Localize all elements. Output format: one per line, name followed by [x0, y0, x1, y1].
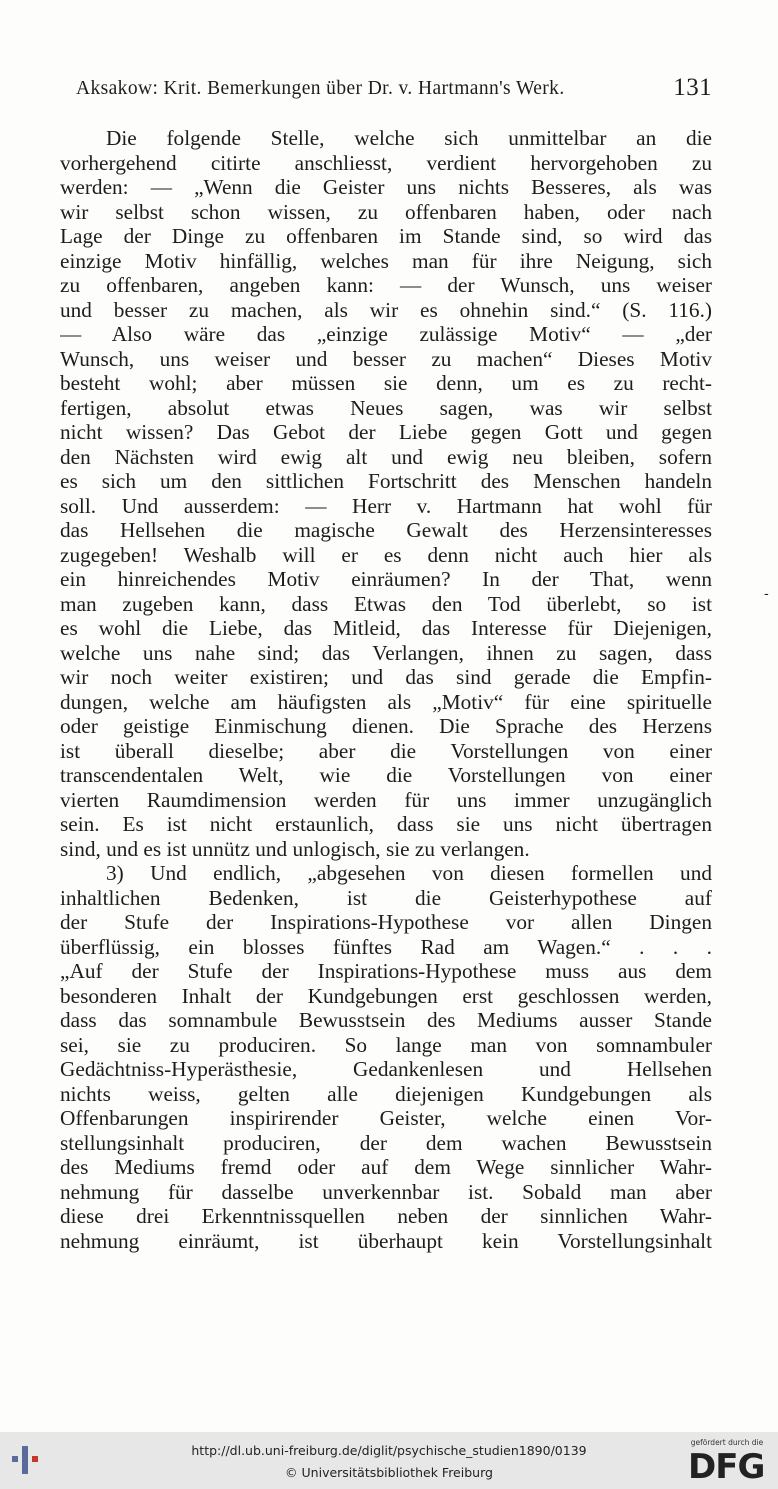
text-line: fertigen, absolut etwas Neues sagen, was wir selbst: [60, 395, 712, 420]
text-line: sind, und es ist unnütz und unlogisch, sie zu verlangen.: [60, 836, 530, 861]
viewer-footer: [0, 1432, 778, 1489]
text-line: dungen, welche am häufigsten als „Motiv“ für eine spirituelle: [60, 689, 712, 714]
text-line: stellungsinhalt produciren, der dem wachen Bewusstsein: [60, 1130, 712, 1155]
text-line: dass das somnambule Bewusstsein des Mediums ausser Stande: [60, 1008, 712, 1032]
text-line: sein. Es ist nicht erstaunlich, dass sie uns nicht übertragen: [60, 812, 712, 836]
text-line: — Also wäre das „einzige zulässige Motiv“ — „der: [60, 322, 712, 346]
dfg-funding-label: gefördert durch die: [690, 1438, 764, 1447]
text-line: wir noch weiter existiren; und das sind gerade die Empfin-: [60, 665, 712, 689]
text-line: wir selbst schon wissen, zu offenbaren haben, oder nach: [60, 199, 712, 224]
text-line: nehmung für dasselbe unverkennbar ist. Sobald man aber: [60, 1179, 712, 1204]
text-line: es wohl die Liebe, das Mitleid, das Interesse für Diejenigen,: [60, 616, 712, 640]
text-line: nicht wissen? Das Gebot der Liebe gegen Gott und gegen: [60, 420, 712, 444]
text-line: besonderen Inhalt der Kundgebungen erst geschlossen werden,: [60, 983, 712, 1008]
text-line: das Hellsehen die magische Gewalt des Herzensinteresses: [60, 518, 712, 542]
text-line: transcendentalen Welt, wie die Vorstellungen von einer: [60, 763, 712, 787]
dfg-logo[interactable]: [684, 1438, 770, 1487]
text-line: nichts weiss, gelten alle diejenigen Kundgebungen als: [60, 1081, 712, 1106]
text-line: des Mediums fremd oder auf dem Wege sinnlicher Wahr-: [60, 1155, 712, 1179]
text-line: der Stufe der Inspirations-Hypothese vor allen Dingen: [60, 910, 712, 934]
text-line: Lage der Dinge zu offenbaren im Stande sind, so wird das: [60, 224, 712, 248]
text-line: Die folgende Stelle, welche sich unmittelbar an die: [106, 126, 712, 150]
text-line: den Nächsten wird ewig alt und ewig neu bleiben, sofern: [60, 444, 712, 469]
text-line: ein hinreichendes Motiv einräumen? In der That, wenn: [60, 567, 712, 591]
running-title: Aksakow: Krit. Bemerkungen über Dr. v. Hartmann's Werk.: [76, 78, 565, 99]
text-line: „Auf der Stufe der Inspirations-Hypothese muss aus dem: [60, 959, 712, 983]
text-line: soll. Und ausserdem: — Herr v. Hartmann hat wohl für: [60, 493, 712, 518]
text-line: besteht wohl; aber müssen sie denn, um es zu recht-: [60, 371, 712, 395]
text-line: und besser zu machen, als wir es ohnehin sind.“ (S. 116.): [60, 297, 712, 322]
text-line: Wunsch, uns weiser und besser zu machen“ Dieses Motiv: [60, 346, 712, 371]
text-line: zu offenbaren, angeben kann: — der Wunsch, uns weiser: [60, 273, 712, 297]
text-line: Offenbarungen inspirirender Geister, welche einen Vor-: [60, 1106, 712, 1130]
copyright-text: © Universitätsbibliothek Freiburg: [285, 1465, 493, 1480]
text-line: sei, sie zu produciren. So lange man von somnambuler: [60, 1032, 712, 1057]
text-line: einzige Motiv hinfällig, welches man für ihre Neigung, sich: [60, 248, 712, 273]
text-line: 3) Und endlich, „abgesehen von diesen formellen und: [106, 861, 712, 885]
text-line: zugegeben! Weshalb will er es denn nicht auch hier als: [60, 542, 712, 567]
text-line: inhaltlichen Bedenken, ist die Geisterhypothese auf: [60, 885, 712, 910]
text-line: welche uns nahe sind; das Verlangen, ihnen zu sagen, dass: [60, 640, 712, 665]
source-url-link[interactable]: http://dl.ub.uni-freiburg.de/diglit/psychische_studien1890/0139: [191, 1443, 587, 1458]
running-header: [76, 76, 712, 102]
text-line: vierten Raumdimension werden für uns immer unzugänglich: [60, 787, 712, 812]
text-line: vorhergehend citirte anschliesst, verdient hervorgehoben zu: [60, 150, 712, 175]
text-line: Gedächtniss-Hyperästhesie, Gedankenlesen und Hellsehen: [60, 1057, 712, 1081]
dfg-logo-text: DFG: [688, 1447, 765, 1487]
text-line: nehmung einräumt, ist überhaupt kein Vorstellungsinhalt: [60, 1228, 712, 1253]
text-line: überflüssig, ein blosses fünftes Rad am Wagen.“ . . .: [60, 934, 712, 959]
text-line: werden: — „Wenn die Geister uns nichts Besseres, als was: [60, 175, 712, 199]
page-number: 131: [673, 74, 712, 101]
text-line: diese drei Erkenntnissquellen neben der sinnlichen Wahr-: [60, 1204, 712, 1228]
text-line: ist überall dieselbe; aber die Vorstellungen von einer: [60, 738, 712, 763]
text-line: oder geistige Einmischung dienen. Die Sprache des Herzens: [60, 714, 712, 738]
text-line: es sich um den sittlichen Fortschritt des Menschen handeln: [60, 469, 712, 493]
body-text: [60, 126, 712, 1253]
margin-mark: -: [764, 586, 769, 602]
text-line: man zugeben kann, dass Etwas den Tod überlebt, so ist: [60, 591, 712, 616]
